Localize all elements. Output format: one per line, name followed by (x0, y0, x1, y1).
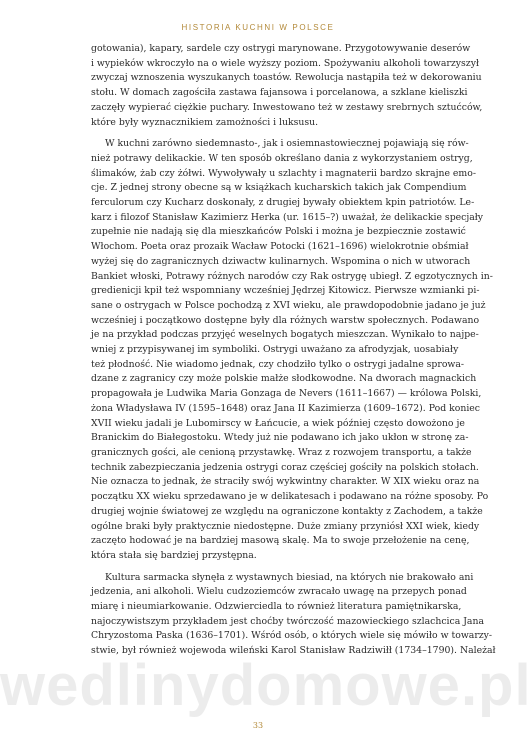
text-line: Nie oznacza to jednak, że straciły swój wykwintny charakter. W XIX wieku oraz na (91, 476, 480, 488)
text-line: propagowała je Ludwika Maria Gonzaga de Nevers (1611–1667) — królowa Polski, (91, 388, 482, 400)
text-line: nież potrawy delikackie. W ten sposób określano dania z wykorzystaniem ostryg, (91, 152, 473, 164)
text-line: granicznych gości, ale cenioną przystawkę. Wraz z rozwojem transportu, a także (91, 446, 472, 458)
paragraph-3 (91, 571, 496, 659)
text-line: technik zabezpieczania jedzenia ostrygi coraz częściej gościły na polskich stołach. (91, 461, 479, 473)
text-line: stołu. W domach zagościła zastawa fajansowa i porcelanowa, a szklane kieliszki (91, 87, 468, 99)
text-line: które były wyznacznikiem zamożności i luksusu. (91, 116, 319, 128)
text-line: żona Władysława IV (1595–1648) oraz Jana II Kazimierza (1609–1672). Pod koniec (91, 402, 480, 414)
text-line: stwie, był również wojewoda wileński Karol Stanisław Radziwiłł (1734–1790). Należał (91, 645, 496, 657)
text-line: dzane z zagranicy czy może polskie małże słodkowodne. Na dworach magnackich (91, 373, 477, 385)
text-line: jedzenia, ani alkoholi. Wielu cudzoziemców zwracało uwagę na przepych ponad (91, 586, 467, 598)
running-header: HISTORIA KUCHNI W POLSCE (181, 23, 335, 32)
text-line: zaczęto hodować je na bardziej masową skalę. Ma to swoje przełożenie na cenę, (91, 535, 470, 547)
text-line: która stała się bardziej przystępna. (91, 549, 257, 561)
text-line: zwyczaj wznoszenia wyszukanych toastów. Rewolucja nastąpiła też w dekorowaniu (91, 72, 482, 84)
text-line: cje. Z jednej strony obecne są w książkach kucharskich takich jak Compendium (91, 182, 467, 194)
text-line: ślimaków, żab czy żółwi. Wywoływały u szlachty i magnaterii bardzo skrajne emo- (91, 167, 476, 179)
text-line: karz i filozof Stanisław Kazimierz Herka (ur. 1615–?) uważał, że delikackie specjały (91, 211, 484, 223)
text-line: sane o ostrygach w Polsce pochodzą z XVI wieku, ale prawdopodobnie jadano je już (91, 299, 486, 311)
body-text (91, 42, 496, 659)
text-line: zupełnie nie nadają się dla mieszkańców Polski i można je bezpiecznie zostawić (91, 226, 466, 238)
text-line: wniej z przypisywanej im symboliki. Ostrygi uważano za afrodyzjak, uosabiały (91, 344, 459, 356)
text-line: i wypieków wkroczyło na o wiele wyższy poziom. Spożywaniu alkoholi towarzyszył (91, 57, 479, 69)
text-line: początku XX wieku sprzedawano je w delikatesach i podawano na różne sposoby. Po (91, 491, 489, 503)
text-line: gotowania), kapary, sardele czy ostrygi marynowane. Przygotowywanie deserów (91, 43, 471, 54)
text-line: W kuchni zarówno siedemnasto-, jak i osiemnastowiecznej pojawiają się rów- (105, 138, 469, 150)
text-line: Włochom. Poeta oraz prozaik Wacław Potocki (1621–1696) wielokrotnie obśmiał (91, 241, 469, 253)
page-number: 33 (252, 721, 264, 730)
text-line: Kultura sarmacka słynęła z wystawnych biesiad, na których nie brakowało ani (105, 571, 474, 583)
text-line: wcześniej i początkowo dostępne były dla różnych warstw społecznych. Podawano (91, 314, 480, 326)
watermark: wedlinydomowe.pl (0, 653, 532, 718)
text-line: wyżej się do zagranicznych dziwactw kulinarnych. Wspomina o nich w utworach (91, 255, 471, 267)
text-line: gredienicji kpił też wspomniany wcześniej Jędrzej Kitowicz. Pierwsze wzmianki pi- (91, 285, 480, 297)
text-line: zaczęły wypierać ciężkie puchary. Inwestowano też w zestawy srebrnych sztućców, (91, 101, 483, 113)
text-line: XVII wieku jadali je Lubomirscy w Łańcucie, a wiek później często dowożono je (91, 417, 465, 429)
text-line: najoczywistszym przykładem jest choćby twórczość mazowieckiego szlachcica Jana (91, 615, 485, 627)
text-line: Bankiet włoski, Potrawy różnych narodów czy Rak ostrygę ubiegł. Z egzotycznych in- (91, 270, 493, 282)
paragraph-2 (91, 137, 493, 563)
paragraph-1 (91, 42, 483, 130)
text-line: drugiej wojnie światowej ze względu na ograniczone kontakty z Zachodem, a także (91, 505, 483, 517)
text-line: ogólne braki były praktycznie niedostępne. Duże zmiany przyniósł XXI wiek, kiedy (91, 520, 480, 532)
text-line: też płodność. Nie wiadomo jednak, czy chodziło tylko o ostrygi jadalne sprowa- (91, 358, 465, 370)
text-line: Chryzostoma Paska (1636–1701). Wśród osób, o których wiele się mówiło w towarzy- (91, 630, 493, 642)
text-line: Branickim do Białegostoku. Wtedy już nie podawano ich jako ukłon w stronę za- (91, 432, 469, 444)
text-line: ferculorum czy Kucharz doskonały, z drugiej bywały obiektem kpin patriotów. Le- (91, 197, 475, 209)
text-line: je na przykład podczas przyjęć weselnych bogatych mieszczan. Wynikało to najpe- (91, 329, 479, 341)
text-line: miarę i nieumiarkowanie. Odzwierciedla to również literatura pamiętnikarska, (91, 601, 462, 613)
